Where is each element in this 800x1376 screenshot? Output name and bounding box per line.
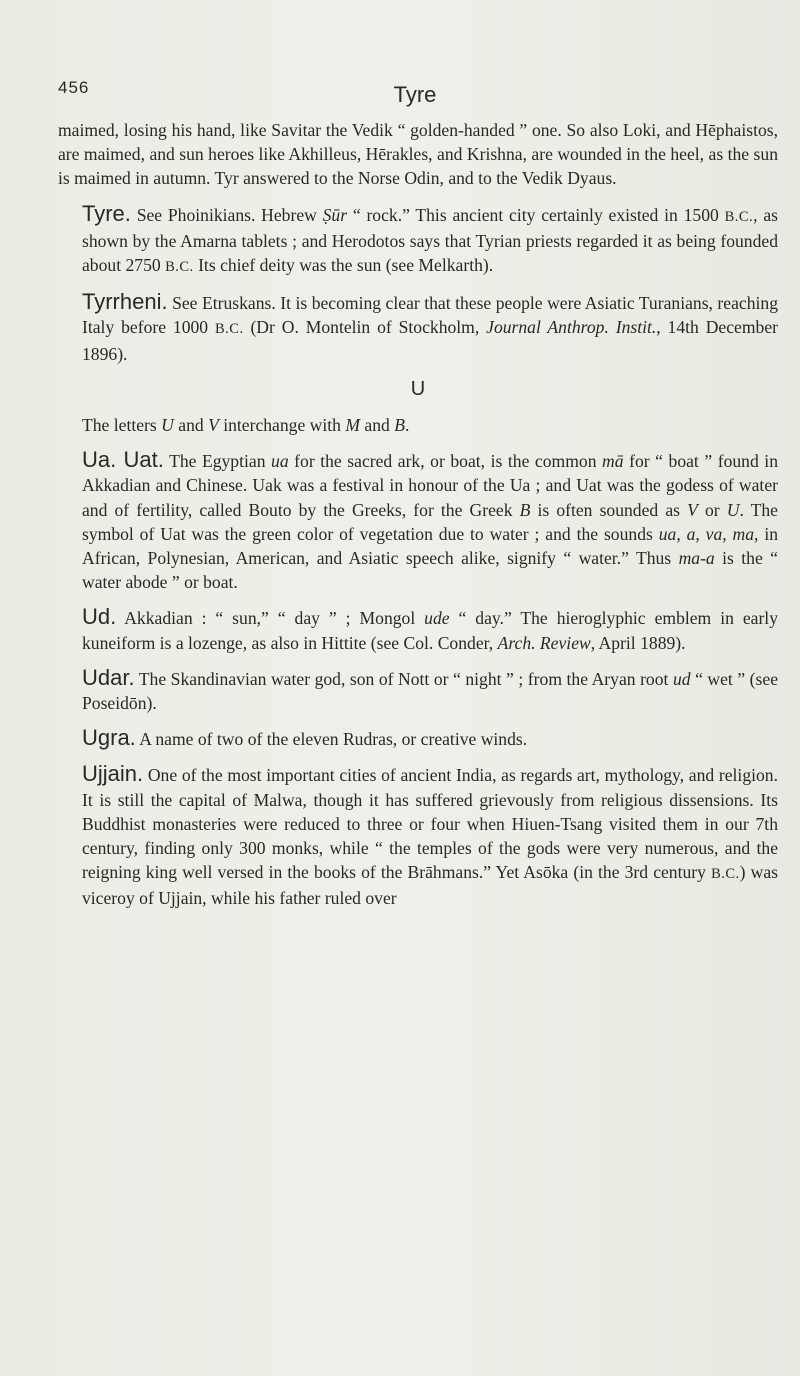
section-letter-u: U: [410, 377, 426, 400]
section-u-intro: The letters U and V interchange with M and B.: [82, 415, 410, 436]
entry-tyr-continued: maimed, losing his hand, like Savitar the Vedik “ golden-handed ” one. So also Loki, and Hēphaistos, are maimed, and sun heroes like Akhilleus, Hērakles, and Krishna, are wounded in the heel, as the sun is maimed in autumn. Tyr answered to the Norse Odin, and to the Vedik Dyaus.: [58, 120, 778, 189]
entry-headword: Ugra.: [82, 725, 136, 751]
entry-headword: Ujjain.: [82, 761, 144, 787]
entry-ua: Ua. Uat. The Egyptian ua for the sacred ark, or boat, is the common mā for “ boat ” found in Akkadian and Chinese. Uak was a festival in honour of the Ua ; and Uat was the godess of water and of fertility, called Bouto by the Greeks, for the Greek B is often sounded as V or U. The symbol of Uat was the green color of vegetation due to water ; and the sounds ua, a, va, ma, in African, Polynesian, American, and Asiatic speech alike, signify “ water.” Thus ma-a is the “ water abode ” or boat.: [82, 447, 779, 593]
page-number: 456: [58, 78, 90, 97]
entry-udar: Udar. The Skandinavian water god, son of Nott or “ night ” ; from the Aryan root ud “ wet ” (see Poseidōn).: [82, 664, 778, 714]
entry-tyre: Tyre. See Phoinikians. Hebrew Ṣūr “ rock.” This ancient city certainly existed in 1500 B.C., as shown by the Amarna tablets ; and Herodotos says that Tyrian priests regarded it as being founded about 2750 B.C. Its chief deity was the sun (see Melkarth).: [82, 200, 779, 276]
entry-headword: Ud.: [82, 604, 117, 630]
entry-headword: Udar.: [82, 664, 135, 690]
page-body: [58, 118, 778, 922]
entry-headword: Tyrrheni.: [82, 289, 168, 315]
running-head: Tyre: [393, 82, 437, 107]
page-header: [58, 78, 772, 118]
entry-ugra: Ugra. A name of two of the eleven Rudras, or creative winds.: [82, 725, 528, 751]
entry-ud: Ud. Akkadian : “ sun,” “ day ” ; Mongol ude “ day.” The hieroglyphic emblem in early kuneiform is a lozenge, as also in Hittite (see Col. Conder, Arch. Review, April 1889).: [82, 604, 778, 653]
entry-tyrrheni: Tyrrheni. See Etruskans. It is becoming clear that these people were Asiatic Turanians, reaching Italy before 1000 B.C. (Dr O. Montelin of Stockholm, Journal Anthrop. Instit., 14th December 1896).: [82, 289, 778, 364]
entry-ujjain: Ujjain. One of the most important cities of ancient India, as regards art, mythology, and religion. It is still the capital of Malwa, though it has suffered grievously from religious dissensions. Its Buddhist monasteries were reduced to three or four when Hiuen-Tsang visited them in our 7th century, finding only 300 monks, while “ the temples of the gods were very numerous, and the reigning king well versed in the books of the Brāhmans.” Yet Asōka (in the 3rd century B.C.) was viceroy of Ujjain, while his father ruled over: [82, 761, 778, 909]
entry-headword: Tyre.: [82, 200, 131, 226]
entry-headword: Ua. Uat.: [82, 447, 164, 473]
